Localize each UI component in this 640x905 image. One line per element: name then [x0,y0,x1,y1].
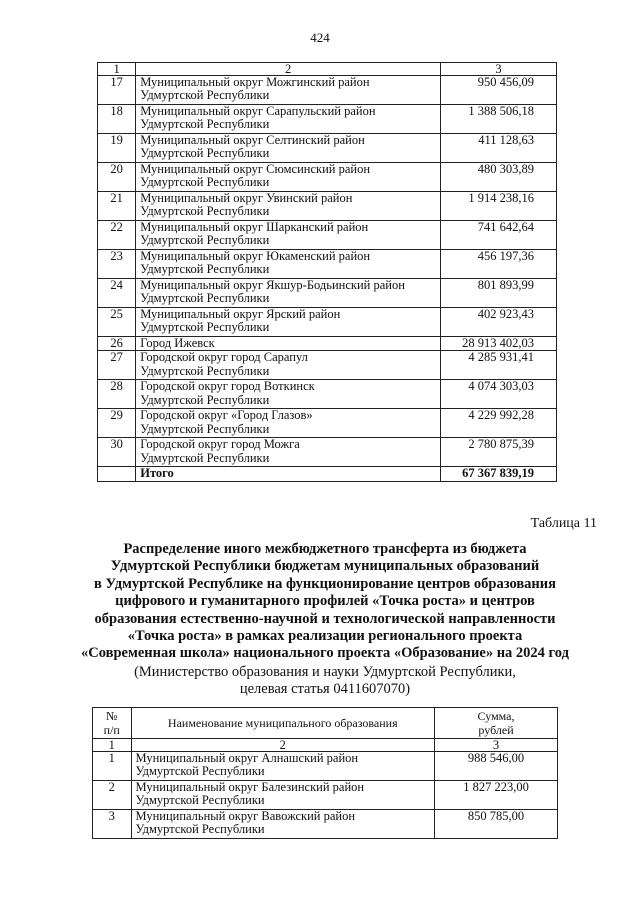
table-row [98,134,557,163]
table-row [98,221,557,250]
table-row [98,308,557,337]
municipality-name [136,279,441,308]
name-header: Наименование муниципального образования [131,708,435,739]
municipality-name [136,76,441,105]
municipality-name-line: Муниципальный округ Юкаменский район [140,249,371,263]
amount: 2 780 875,39 [441,438,557,467]
row-number: 21 [98,192,136,221]
row-number: 19 [98,134,136,163]
municipality-name-line: Удмуртской Республики [135,793,265,808]
municipality-name-line: Удмуртской Республики [140,146,270,161]
distribution-table-continued [97,62,557,482]
amount: 950 456,09 [441,76,557,105]
municipality-name [136,351,441,380]
municipality-name-line: Удмуртской Республики [140,320,270,335]
table-row [98,250,557,279]
title-line: «Точка роста» в рамках реализации регионального проекта [127,628,523,645]
municipality-name [136,250,441,279]
amount: 988 546,00 [435,752,558,781]
subtitle-line: (Министерство образования и науки Удмуртской Республики, [134,664,516,680]
table-row [98,279,557,308]
row-number: 17 [98,76,136,105]
column-index: 3 [441,63,557,76]
amount: 4 074 303,03 [441,380,557,409]
municipality-name-line: Муниципальный округ Сарапульский район [140,104,376,118]
amount: 480 303,89 [441,163,557,192]
municipality-name-line: Муниципальный округ Увинский район [140,191,353,205]
sum-header-line: рублей [478,723,514,737]
table-row [93,810,558,839]
table-row [98,105,557,134]
municipality-name [136,134,441,163]
municipality-name-line: Удмуртской Республики [140,204,270,219]
municipality-name-line: Удмуртской Республики [140,363,270,378]
municipality-name [131,810,435,839]
municipality-name-line: Удмуртской Республики [140,450,270,465]
row-number: 22 [98,221,136,250]
row-number: 24 [98,279,136,308]
municipality-name-line: Удмуртской Республики [135,764,265,779]
title-line: Распределение иного межбюджетного трансферта из бюджета [123,541,527,557]
column-index-row [98,63,557,76]
municipality-name-line: Удмуртской Республики [140,117,270,132]
table-row [98,380,557,409]
municipality-name-line: Муниципальный округ Шарканский район [140,220,369,234]
table-subtitle [70,664,580,699]
total-label: Итого [136,467,441,482]
table-row [98,192,557,221]
municipality-name-line: Удмуртской Республики [140,392,270,407]
municipality-name-line: Муниципальный округ Сюмсинский район [140,162,371,176]
column-index: 2 [136,63,441,76]
row-number: 27 [98,351,136,380]
municipality-name-line: Удмуртской Республики [140,291,270,306]
municipality-name-line: Удмуртской Республики [140,262,270,277]
table-row [98,163,557,192]
row-number: 28 [98,380,136,409]
municipality-name [136,409,441,438]
row-number: 2 [93,781,132,810]
municipality-name-line: Муниципальный округ Можгинский район [140,75,370,89]
amount: 741 642,64 [441,221,557,250]
amount: 28 913 402,03 [441,337,557,351]
municipality-name-line: Городской округ «Город Глазов» [140,408,313,423]
title-line: Удмуртской Республики бюджетам муниципальных образований [110,558,540,575]
municipality-name [136,163,441,192]
amount: 1 388 506,18 [441,105,557,134]
number-header-line: п/п [103,723,120,737]
table-row [98,76,557,105]
subtitle-line: целевая статья 0411607070) [239,681,411,698]
page-number: 424 [310,30,330,45]
municipality-name-line: Муниципальный округ Селтинский район [140,133,365,147]
amount: 402 923,43 [441,308,557,337]
municipality-name-line: Муниципальный округ Балезинский район [135,780,365,794]
municipality-name-line: Городской округ город Воткинск [140,379,315,394]
amount: 4 229 992,28 [441,409,557,438]
title-line: «Современная школа» национального проекта «Образование» на 2024 год [81,645,569,662]
title-line: в Удмуртской Республике на функционирование центров образования [94,575,556,592]
municipality-name [136,221,441,250]
table-title [70,541,580,663]
amount: 4 285 931,41 [441,351,557,380]
table-header-row [93,708,558,739]
municipality-name-line: Удмуртской Республики [140,175,270,190]
municipality-name [136,105,441,134]
total-row [98,467,557,482]
column-index: 2 [131,739,435,752]
municipality-name-line: Удмуртской Республики [140,88,270,103]
table-label: Таблица 11 [530,516,597,531]
municipality-name-line: Муниципальный округ Якшур-Бодьинский район [140,278,405,292]
column-index: 1 [93,739,132,752]
table-row [98,409,557,438]
amount: 850 785,00 [435,810,558,839]
municipality-name-line: Городской округ город Сарапул [140,350,308,365]
row-number: 20 [98,163,136,192]
municipality-name [136,337,441,351]
amount: 411 128,63 [441,134,557,163]
municipality-name [131,781,435,810]
column-index: 3 [435,739,558,752]
municipality-name [136,438,441,467]
municipality-name-line: Удмуртской Республики [140,421,270,436]
municipality-name [136,380,441,409]
number-header [93,708,132,739]
municipality-name [136,192,441,221]
municipality-name-line: Удмуртской Республики [135,822,265,837]
distribution-table-11 [92,707,558,839]
municipality-name [136,308,441,337]
table-row [98,337,557,351]
table-row [93,752,558,781]
amount: 801 893,99 [441,279,557,308]
municipality-name-line: Муниципальный округ Вавожский район [135,809,356,823]
row-number: 23 [98,250,136,279]
amount: 1 914 238,16 [441,192,557,221]
row-number: 26 [98,337,136,351]
total-amount: 67 367 839,19 [441,467,557,482]
table-row [98,351,557,380]
sum-header-line: Сумма, [477,709,515,723]
column-index-row [93,739,558,752]
title-line: образования естественно-научной и технологической направленности [94,610,556,627]
row-number: 25 [98,308,136,337]
row-number: 18 [98,105,136,134]
amount: 1 827 223,00 [435,781,558,810]
row-number [98,467,136,482]
row-number: 29 [98,409,136,438]
sum-header [435,708,558,739]
municipality-name-line: Удмуртской Республики [140,233,270,248]
municipality-name [131,752,435,781]
municipality-name-line: Муниципальный округ Алнашский район [135,751,359,765]
column-index: 1 [98,63,136,76]
table-row [98,438,557,467]
table-row [93,781,558,810]
municipality-name-line: Городской округ город Можга [140,437,300,452]
row-number: 1 [93,752,132,781]
municipality-name-line: Муниципальный округ Ярский район [140,307,341,321]
row-number: 30 [98,438,136,467]
amount: 456 197,36 [441,250,557,279]
row-number: 3 [93,810,132,839]
number-header-line: № [106,709,118,723]
municipality-name-line: Город Ижевск [140,336,215,350]
title-line: цифрового и гуманитарного профилей «Точка роста» и центров [115,593,535,610]
